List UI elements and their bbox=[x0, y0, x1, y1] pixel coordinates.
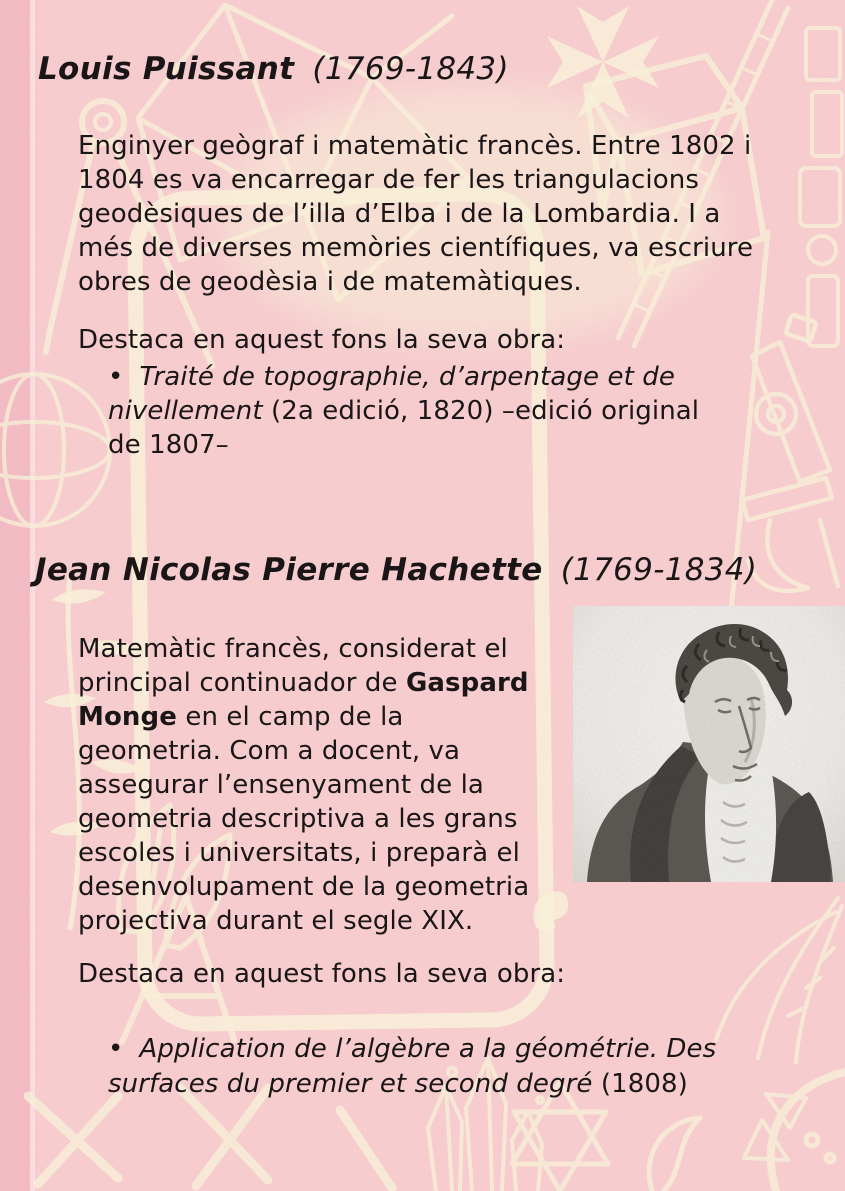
text-run: 1804 es va encarregar de fer les triangulacions bbox=[78, 165, 699, 195]
text-run: geodèsiques de l’illa d’Elba i de la Lombardia. I a bbox=[78, 199, 721, 229]
text-run: obres de geodèsia i de matemàtiques. bbox=[78, 267, 582, 297]
text-run: projectiva durant el segle XIX. bbox=[78, 906, 474, 936]
text-run: principal continuador de bbox=[78, 668, 406, 698]
portrait-engraving bbox=[573, 606, 845, 882]
section-heading-hachette bbox=[35, 552, 757, 588]
text-run: en el camp de la bbox=[177, 702, 404, 732]
text-run: escoles i universitats, i preparà el bbox=[78, 838, 520, 868]
section-heading-puissant bbox=[38, 51, 509, 87]
text-run: més de diverses memòries científiques, va escriure bbox=[78, 233, 754, 263]
text-run: Application de l’algèbre a la géométrie. Des bbox=[139, 1034, 717, 1064]
text-run: (1808) bbox=[592, 1069, 688, 1099]
bio-paragraph-puissant bbox=[78, 129, 823, 299]
work-item-puissant bbox=[108, 360, 788, 462]
work-title bbox=[108, 1034, 716, 1099]
text-run: (2a edició, 1820) –edició original bbox=[262, 396, 700, 426]
bio-paragraph-hachette bbox=[78, 632, 588, 938]
text-run: surfaces du premier et second degré bbox=[108, 1069, 593, 1099]
work-item-hachette bbox=[108, 1032, 808, 1102]
person-name: Louis Puissant bbox=[38, 51, 295, 87]
text-run: desenvolupament de la geometria bbox=[78, 872, 530, 902]
text-run: nivellement bbox=[108, 396, 263, 426]
text-run: assegurar l’ensenyament de la bbox=[78, 770, 484, 800]
works-intro-hachette: Destaca en aquest fons la seva obra: bbox=[78, 959, 566, 989]
text-run: Gaspard bbox=[405, 668, 529, 698]
bullet-marker: • bbox=[108, 362, 124, 392]
person-name: Jean Nicolas Pierre Hachette bbox=[35, 552, 543, 588]
text-run: de 1807– bbox=[108, 430, 229, 460]
text-run: Matemàtic francès, considerat el bbox=[78, 634, 508, 664]
works-intro-puissant: Destaca en aquest fons la seva obra: bbox=[78, 325, 566, 355]
text-run: Monge bbox=[78, 702, 177, 732]
hachette-portrait-image bbox=[573, 606, 845, 882]
text-run: geometria descriptiva a les grans bbox=[78, 804, 518, 834]
text-run: geometria. Com a docent, va bbox=[78, 736, 461, 766]
text-run: Enginyer geògraf i matemàtic francès. Entre 1802 i bbox=[78, 131, 752, 161]
person-dates: (1769-1834) bbox=[560, 552, 758, 588]
work-title bbox=[108, 362, 699, 460]
text-run: Traité de topographie, d’arpentage et de bbox=[139, 362, 675, 392]
bullet-marker: • bbox=[108, 1034, 124, 1064]
person-dates: (1769-1843) bbox=[312, 51, 509, 87]
